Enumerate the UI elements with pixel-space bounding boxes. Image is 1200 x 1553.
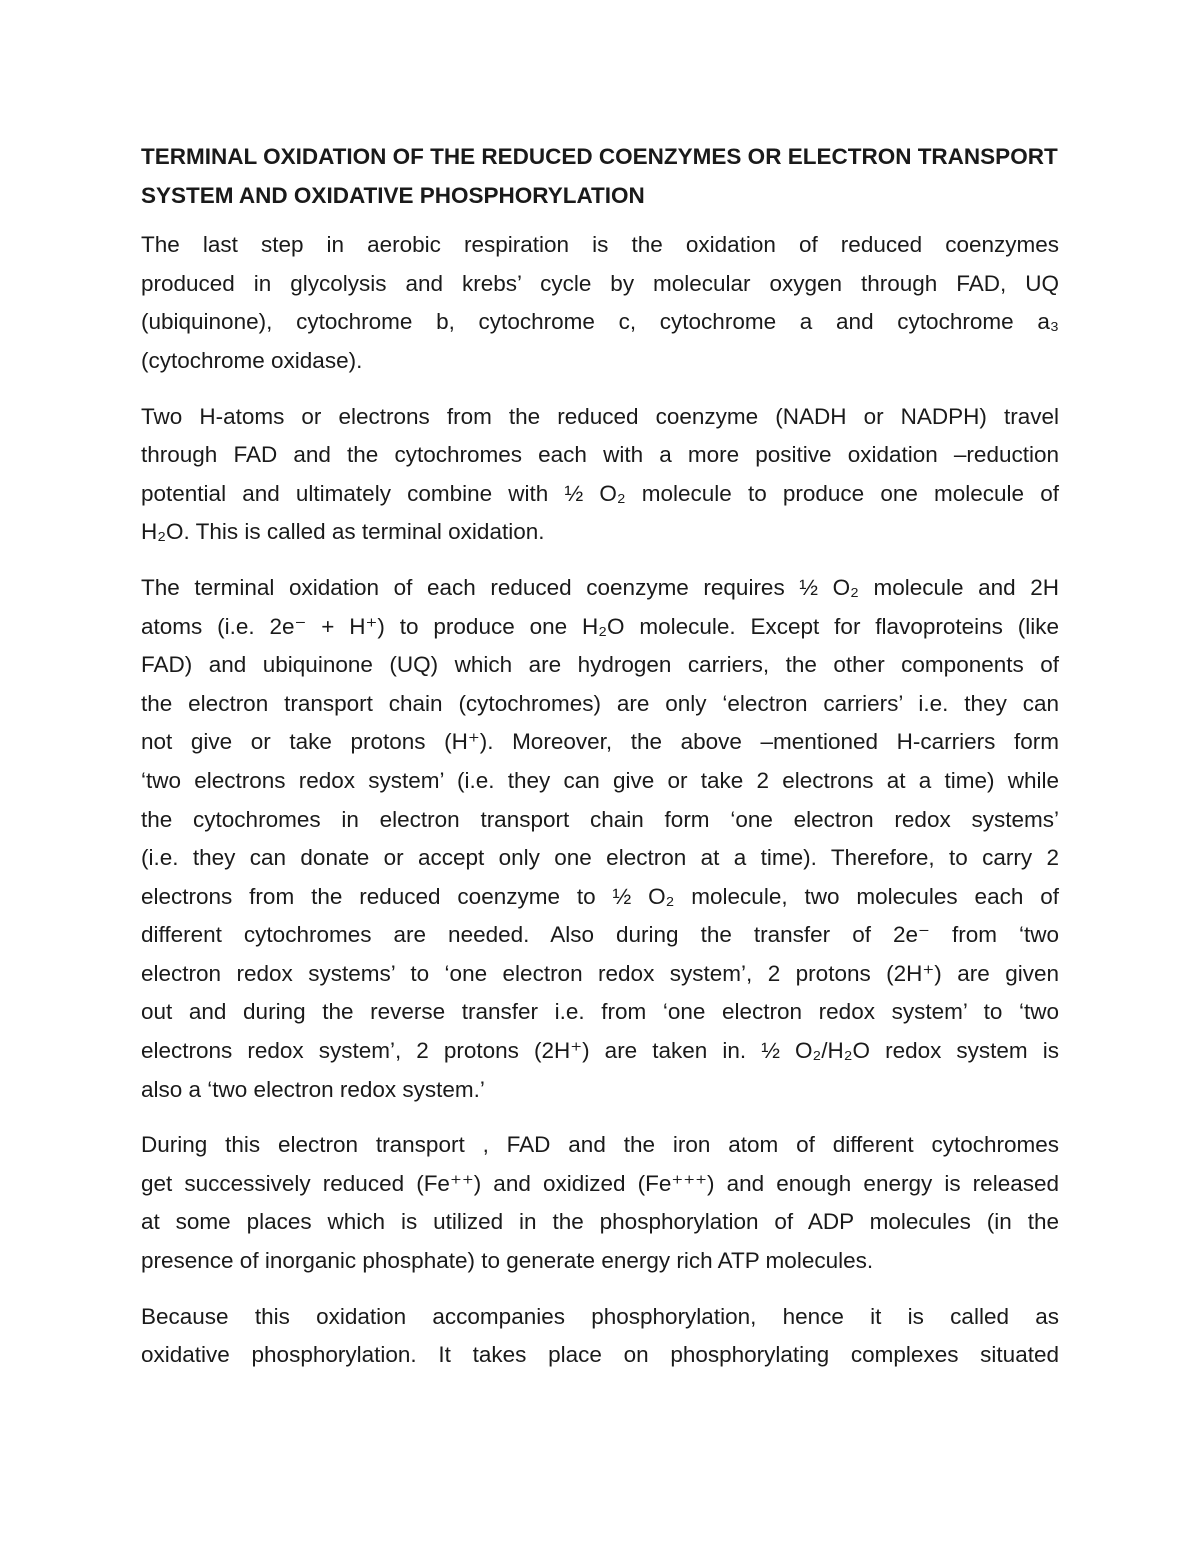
heading-line: TERMINAL OXIDATION OF THE REDUCED COENZYMES OR ELECTRON TRANSPORT (141, 144, 1058, 169)
paragraph-line: ‘two electrons redox system’ (i.e. they can give or take 2 electrons at a time) while (141, 767, 1059, 793)
paragraph-h-atoms (141, 398, 1059, 552)
paragraph-line: at some places which is utilized in the phosphorylation of ADP molecules (in the (141, 1209, 1059, 1235)
paragraph-line: H₂O. This is called as terminal oxidation. (141, 519, 545, 545)
paragraph-line: electron redox systems’ to ‘one electron redox system’, 2 protons (2H⁺) are given (141, 960, 1059, 986)
paragraph-aerobic-respiration (141, 226, 1059, 380)
paragraph-line: through FAD and the cytochromes each with a more positive oxidation –reduction (141, 442, 1059, 468)
document-heading (141, 138, 1059, 215)
paragraph-line: Two H-atoms or electrons from the reduced coenzyme (NADH or NADPH) travel (141, 403, 1059, 429)
paragraph-line: not give or take protons (H⁺). Moreover, the above –mentioned H-carriers form (141, 729, 1059, 755)
paragraph-line: (i.e. they can donate or accept only one electron at a time). Therefore, to carry 2 (141, 845, 1059, 871)
paragraph-line: potential and ultimately combine with ½ O₂ molecule to produce one molecule of (141, 480, 1059, 506)
paragraph-line: different cytochromes are needed. Also during the transfer of 2e⁻ from ‘two (141, 922, 1059, 948)
paragraph-electron-transport (141, 1126, 1059, 1280)
paragraph-line: oxidative phosphorylation. It takes place on phosphorylating complexes situated (141, 1342, 1059, 1368)
paragraph-line: Because this oxidation accompanies phosphorylation, hence it is called as (141, 1303, 1059, 1329)
paragraph-line: the electron transport chain (cytochromes) are only ‘electron carriers’ i.e. they can (141, 690, 1059, 716)
paragraph-line: the cytochromes in electron transport chain form ‘one electron redox systems’ (141, 806, 1059, 832)
paragraph-terminal-oxidation (141, 569, 1059, 1109)
paragraph-line: electrons redox system’, 2 protons (2H⁺) are taken in. ½ O₂/H₂O redox system is (141, 1038, 1059, 1064)
paragraph-line: atoms (i.e. 2e⁻ + H⁺) to produce one H₂O molecule. Except for flavoproteins (like (141, 613, 1059, 639)
paragraph-line: electrons from the reduced coenzyme to ½ O₂ molecule, two molecules each of (141, 883, 1059, 909)
paragraph-line: (ubiquinone), cytochrome b, cytochrome c, cytochrome a and cytochrome a₃ (141, 309, 1059, 335)
document-page (141, 138, 1059, 1375)
paragraph-line: get successively reduced (Fe⁺⁺) and oxidized (Fe⁺⁺⁺) and enough energy is released (141, 1170, 1059, 1196)
paragraph-line: (cytochrome oxidase). (141, 347, 363, 373)
paragraph-line: During this electron transport , FAD and the iron atom of different cytochromes (141, 1132, 1059, 1158)
paragraph-line: also a ‘two electron redox system.’ (141, 1076, 485, 1102)
paragraph-line: The last step in aerobic respiration is the oxidation of reduced coenzymes (141, 232, 1059, 258)
paragraph-line: FAD) and ubiquinone (UQ) which are hydrogen carriers, the other components of (141, 652, 1059, 678)
paragraph-line: out and during the reverse transfer i.e. from ‘one electron redox system’ to ‘two (141, 999, 1059, 1025)
heading-line: SYSTEM AND OXIDATIVE PHOSPHORYLATION (141, 182, 645, 208)
paragraph-line: The terminal oxidation of each reduced coenzyme requires ½ O₂ molecule and 2H (141, 574, 1059, 600)
paragraph-line: produced in glycolysis and krebs’ cycle by molecular oxygen through FAD, UQ (141, 270, 1059, 296)
paragraph-line: presence of inorganic phosphate) to generate energy rich ATP molecules. (141, 1248, 874, 1274)
paragraph-oxidative-phosphorylation (141, 1298, 1059, 1375)
